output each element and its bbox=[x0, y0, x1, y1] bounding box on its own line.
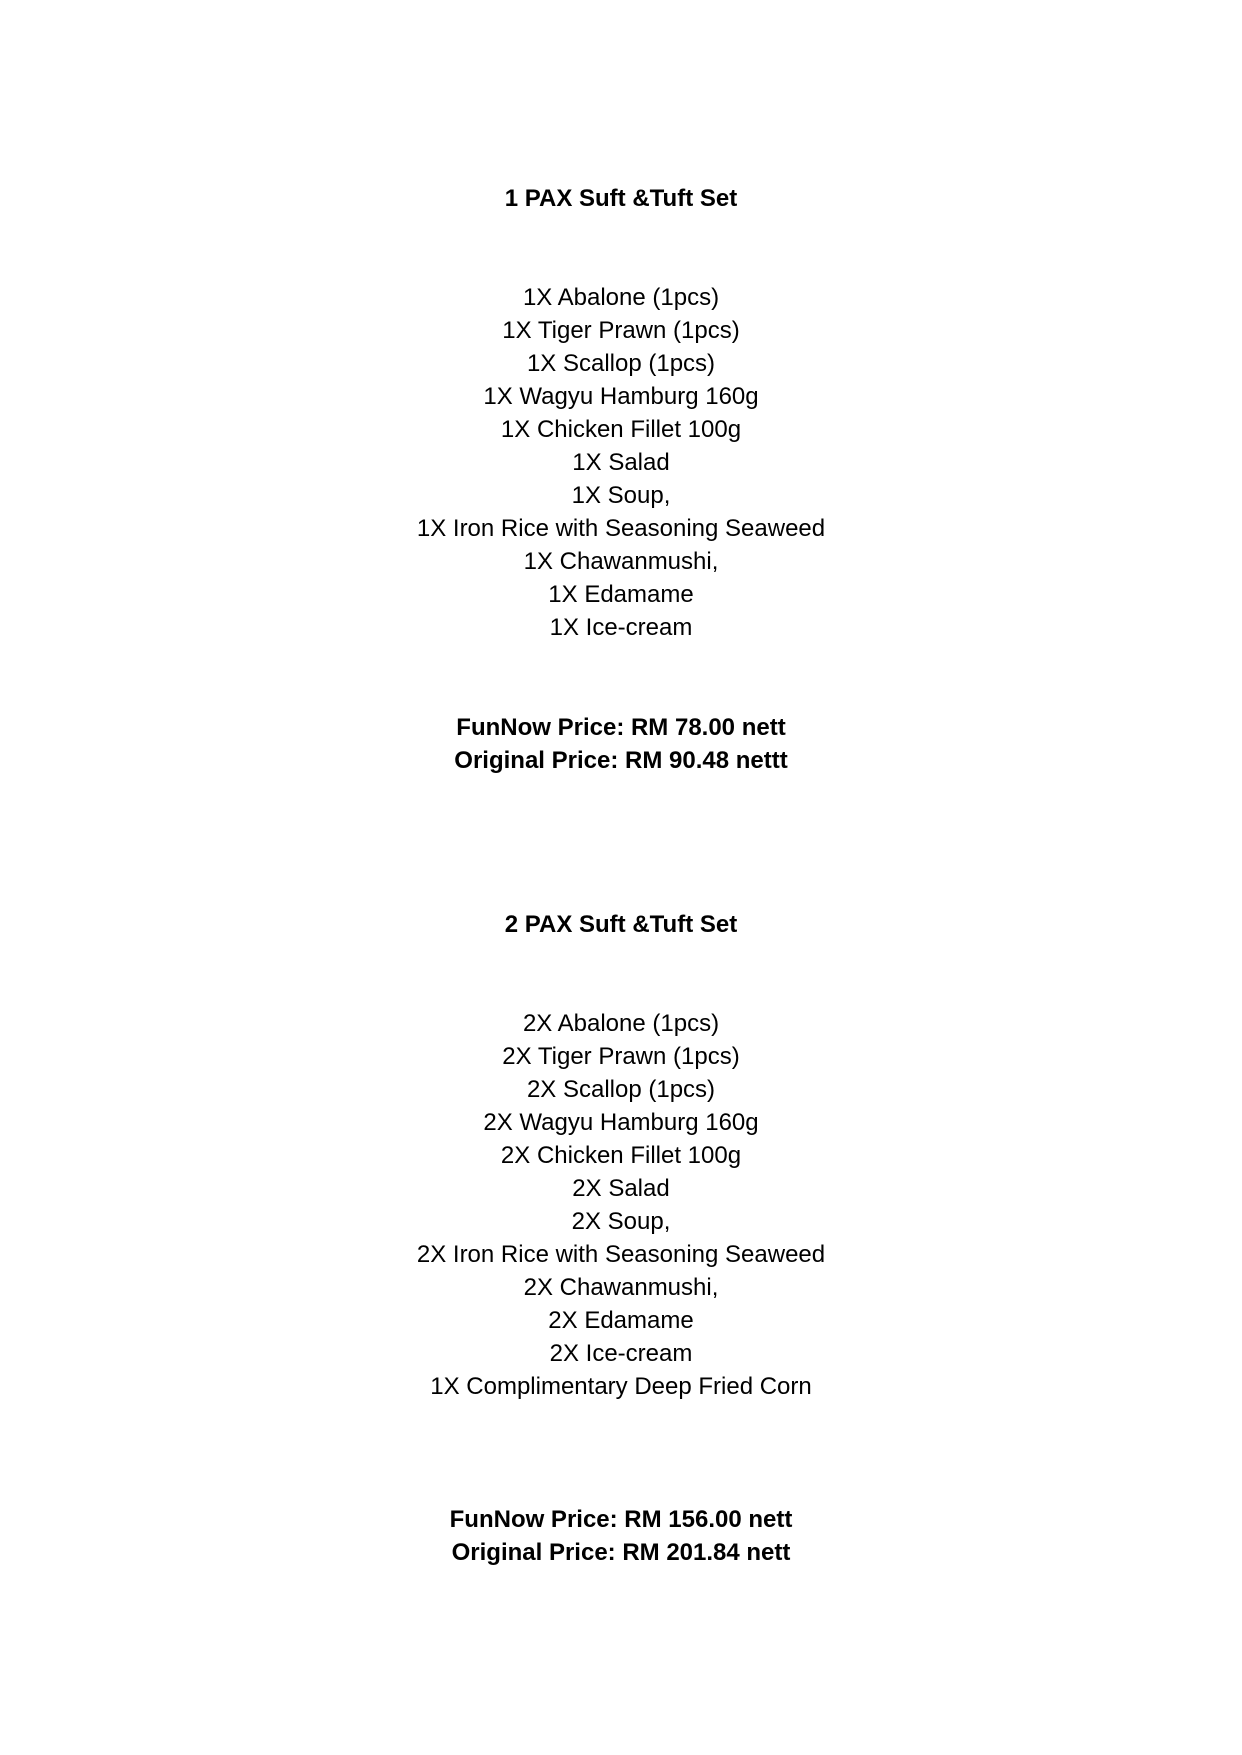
list-item: 2X Chicken Fillet 100g bbox=[500, 1142, 742, 1169]
set-1-prices bbox=[0, 711, 1242, 777]
list-item: 2X Edamame bbox=[548, 1307, 694, 1334]
list-item: 1X Abalone (1pcs) bbox=[522, 284, 720, 311]
list-item: 2X Wagyu Hamburg 160g bbox=[483, 1109, 759, 1136]
list-item: 2X Tiger Prawn (1pcs) bbox=[502, 1043, 740, 1070]
list-item: 2X Scallop (1pcs) bbox=[526, 1076, 716, 1103]
list-item: 1X Complimentary Deep Fried Corn bbox=[430, 1373, 812, 1400]
list-item: 1X Ice-cream bbox=[549, 614, 693, 641]
set-2-item-list bbox=[0, 1007, 1242, 1403]
list-item: 2X Abalone (1pcs) bbox=[522, 1010, 720, 1037]
list-item: 2X Salad bbox=[572, 1175, 670, 1202]
list-item: 2X Soup, bbox=[571, 1208, 671, 1235]
list-item: 1X Iron Rice with Seasoning Seaweed bbox=[416, 515, 826, 542]
list-item: 1X Scallop (1pcs) bbox=[526, 350, 716, 377]
list-item: 1X Tiger Prawn (1pcs) bbox=[502, 317, 740, 344]
list-item: 2X Chawanmushi, bbox=[523, 1274, 719, 1301]
list-item: 1X Chicken Fillet 100g bbox=[500, 416, 742, 443]
list-item: 1X Salad bbox=[572, 449, 670, 476]
set-2-title: 2 PAX Suft &Tuft Set bbox=[504, 911, 738, 938]
funnow-price: FunNow Price: RM 156.00 nett bbox=[449, 1506, 793, 1533]
set-1-title: 1 PAX Suft &Tuft Set bbox=[504, 185, 738, 212]
funnow-price: FunNow Price: RM 78.00 nett bbox=[456, 714, 786, 741]
original-price: Original Price: RM 201.84 nett bbox=[451, 1539, 791, 1566]
set-1-item-list bbox=[0, 281, 1242, 644]
set-2-prices bbox=[0, 1503, 1242, 1569]
list-item: 1X Soup, bbox=[571, 482, 671, 509]
list-item: 2X Iron Rice with Seasoning Seaweed bbox=[416, 1241, 826, 1268]
list-item: 1X Wagyu Hamburg 160g bbox=[483, 383, 759, 410]
original-price: Original Price: RM 90.48 nettt bbox=[454, 747, 788, 774]
list-item: 1X Edamame bbox=[548, 581, 694, 608]
list-item: 2X Ice-cream bbox=[549, 1340, 693, 1367]
list-item: 1X Chawanmushi, bbox=[523, 548, 719, 575]
